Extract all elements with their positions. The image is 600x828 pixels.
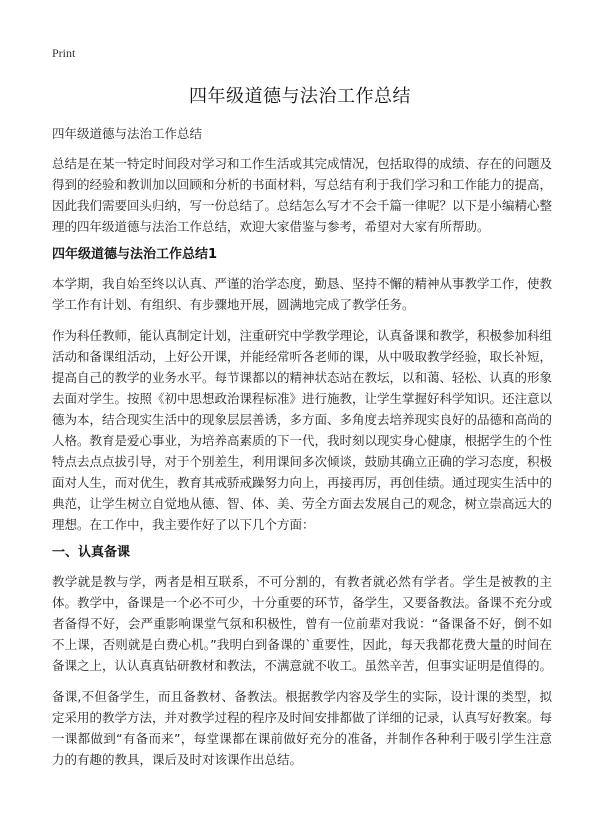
- document-subtitle: 四年级道德与法治工作总结: [52, 126, 203, 141]
- document-body: [52, 123, 552, 770]
- page-title: 四年级道德与法治工作总结: [189, 86, 411, 107]
- body-paragraph: 备课,不但备学生，而且备教材、备教法。根据教学内容及学生的实际，设计课的类型，拟定采用的教学方法，并对教学过程的程序及时间安排都做了详细的记录，认真写好教案。每一课都做到“有备而来”，每堂课都在课前做好充分的准备，并制作各种利于吸引学生注意力的有趣的教具，课后及时对该课作出总结。: [52, 689, 553, 767]
- body-paragraph: 教学就是教与学，两者是相互联系，不可分割的，有教者就必然有学者。学生是被教的主体。教学中，备课是一个必不可少，十分重要的环节，备学生，又要备教法。备课不充分或者备得不好，会严重影响课堂气氛和积极性，曾有一位前辈对我说：“备课备不好，倒不如不上课，否则就是白费心机。”我明白到备课的`重要性，因此，每天我都花费大量的时间在备课之上，认认真真钻研教材和教法，不满意就不收工。虽然辛苦，但事实证明是值得的。: [52, 574, 553, 673]
- intro-paragraph: 总结是在某一特定时间段对学习和工作生活或其完成情况，包括取得的成绩、存在的问题及得到的经验和教训加以回顾和分析的书面材料，写总结有利于我们学习和工作能力的提高，因此我们需要回头归纳，写一份总结了。总结怎么写才不会千篇一律呢？以下是小编精心整理的四年级道德与法治工作总结，欢迎大家借鉴与参考，希望对大家有所帮助。: [52, 156, 553, 234]
- subsection-heading: 一、认真备课: [52, 545, 131, 560]
- section-heading: 四年级道德与法治工作总结1: [52, 247, 218, 262]
- print-link[interactable]: Print: [52, 46, 76, 60]
- body-paragraph: 本学期，我自始至终以认真、严谨的治学态度，勤恳、坚持不懈的精神从事教学工作，使教学工作有计划、有组织、有步骤地开展，圆满地完成了教学任务。: [52, 276, 553, 312]
- body-paragraph: 作为科任教师，能认真制定计划，注重研究中学教学理论，认真备课和教学，积极参加科组活动和备课组活动，上好公开课，并能经常听各老师的课，从中吸取教学经验，取长补短，提高自己的教学的业务水平。每节课都以的精神状态站在教坛，以和蔼、轻松、认真的形象去面对学生。按照《初中思想政治课程标准》进行施教，让学生掌握好科学知识。还注意以德为本，结合现实生活中的现象层层善诱，多方面、多角度去培养现实良好的品德和高尚的人格。教育是爱心事业，为培养高素质的下一代，我时刻以现实身心健康，根据学生的个性特点去点点拔引导，对于个别差生，利用课间多次倾谈，鼓励其确立正确的学习态度，积极面对人生，而对优生，教育其戒骄戒躁努力向上，再接再厉，再创佳绩。通过现实生活中的典范，让学生树立自觉地从德、智、体、美、劳全方面去发展自己的观念，树立崇高远大的理想。在工作中，我主要作好了以下几个方面：: [52, 328, 553, 532]
